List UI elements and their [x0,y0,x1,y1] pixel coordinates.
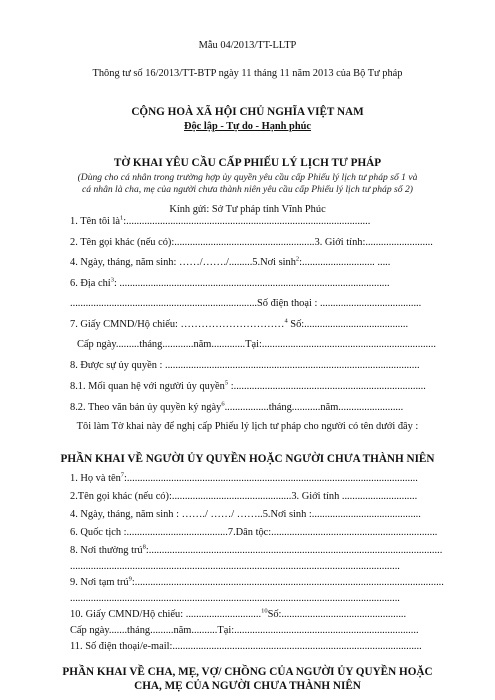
field-address-dots: : ........................................................................................................ [113,278,390,289]
s2-id-number: Số:................................................ [267,609,407,620]
s2-field-name[interactable] [70,473,418,485]
field-id-number: Số:........................................ [287,319,409,330]
footnote-marker: 10 [261,607,268,615]
request-statement: Tôi làm Tờ khai này để nghị cấp Phiếu lý lịch tư pháp cho người có tên dưới đây : [76,421,419,432]
form-title: TỜ KHAI YÊU CẦU CẤP PHIẾU LÝ LỊCH TƯ PHÁP [113,157,382,169]
nation-heading: CỘNG HOÀ XÃ HỘI CHỦ NGHĨA VIỆT NAM [131,106,364,118]
field-address[interactable] [70,278,390,290]
field-id-issued[interactable]: Cấp ngày.........tháng............năm.............Tại:................................................................... [77,339,436,350]
s2-permanent-label: 8. Nơi thường trú [70,545,143,556]
circular-reference: Thông tư số 16/2013/TT-BTP ngày 11 tháng 11 năm 2013 của Bộ Tư pháp [92,68,403,79]
field-birthplace-dots: :............................ ..... [299,257,391,268]
s2-field-dob-birthplace[interactable]: 4. Ngày, tháng, năm sinh : ……./ ……/ ……..5.Nơi sinh :.......................................... [70,509,421,520]
field-phone[interactable]: ........................................................................Số điện thoại : ....................................... [70,298,422,309]
footnote-marker: 9 [128,575,132,583]
s2-name-dots: :................................................................................................................ [124,473,418,484]
footnote-marker: 1 [120,214,124,222]
s2-field-nationality-ethnicity[interactable]: 6. Quốc tịch :.......................................7.Dân tộc:................................................................ [70,527,438,538]
field-address-label: 6. Địa chỉ [70,278,111,289]
footnote-marker: 7 [120,471,125,479]
field-relationship[interactable] [70,381,426,393]
s2-field-other-name-gender[interactable]: 2.Tên gọi khác (nếu có):..............................................3. Giới tính ............................. [70,491,418,502]
section3-heading-line2: CHA, MẸ CỦA NGƯỜI CHƯA THÀNH NIÊN [134,680,361,692]
s2-field-permanent-residence-cont[interactable]: ............................................................................................................................... [70,561,400,572]
field-relationship-label: 8.1. Mối quan hệ với người ủy quyền [70,381,225,392]
s2-temporary-label: 9. Nơi tạm trú [70,577,129,588]
footnote-marker: 6 [221,400,225,408]
field-auth-date-label: 8.2. Theo văn bản ủy quyền ký ngày [70,402,222,413]
field-id-label: 7. Giấy CMND/Hộ chiếu: ………………………… [70,319,285,330]
s2-field-permanent-residence[interactable] [70,545,442,557]
form-subtitle-line2: cá nhân là cha, mẹ của người chưa thành niên yêu cầu cấp Phiếu lý lịch tư pháp số 2) [82,184,413,195]
footnote-marker: 8 [142,543,146,551]
addressee: Kính gửi: Sở Tư pháp tỉnh Vĩnh Phúc [169,204,326,215]
field-id-card[interactable] [70,319,408,331]
field-name-dots: :.............................................................................................. [123,216,371,227]
section2-heading: PHẦN KHAI VỀ NGƯỜI ỦY QUYỀN HOẶC NGƯỜI CHƯA THÀNH NIÊN [60,453,435,465]
s2-permanent-dots: :................................................................................................................. [145,545,443,556]
field-dob-label: 4. Ngày, tháng, năm sinh: ……/……./.........5.Nơi sinh [70,257,296,268]
section3-heading-line1: PHẦN KHAI VỀ CHA, MẸ, VỢ/ CHỒNG CỦA NGƯỜI ỦY QUYỀN HOẶC [62,666,433,678]
field-authorization[interactable]: 8. Được sự ủy quyền : .................................................................................................. [70,360,420,371]
field-dob-birthplace[interactable] [70,257,390,269]
form-subtitle-line1: (Dùng cho cá nhân trong trường hợp ủy quyền yêu cầu cấp Phiếu lý lịch tư pháp số 1 và [77,172,418,183]
field-other-name-gender[interactable]: 2. Tên gọi khác (nếu có):......................................................3. Giới tính:.......................... [70,237,433,248]
field-relationship-dots: :.......................................................................... [228,381,426,392]
s2-field-id-card[interactable] [70,609,406,621]
field-name[interactable] [70,216,370,228]
s2-id-label: 10. Giấy CMND/Hộ chiếu: ............................. [70,609,262,620]
motto: Độc lập - Tự do - Hạnh phúc [183,121,311,132]
footnote-marker: 5 [224,379,229,387]
s2-field-phone-email[interactable]: 11. Số điện thoại/e-mail:................................................................................................ [70,641,422,652]
s2-field-id-issued[interactable]: Cấp ngày.......tháng.........năm..........Tại:....................................................................... [70,625,419,636]
s2-name-label: 1. Họ và tên [70,473,121,484]
footnote-marker: 2 [295,255,300,263]
footnote-marker: 3 [110,276,114,284]
s2-field-temporary-residence[interactable] [70,577,444,589]
footnote-marker: 4 [284,317,288,325]
form-code: Mẫu 04/2013/TT-LLTP [198,40,297,51]
field-authorization-date[interactable] [70,402,403,414]
field-auth-date-dots: .................tháng...........năm......................... [224,402,404,413]
field-name-label: 1. Tên tôi là [70,216,121,227]
s2-field-temporary-residence-cont[interactable]: ............................................................................................................................... [70,593,400,604]
s2-temporary-dots: :....................................................................................................................... [131,577,444,588]
